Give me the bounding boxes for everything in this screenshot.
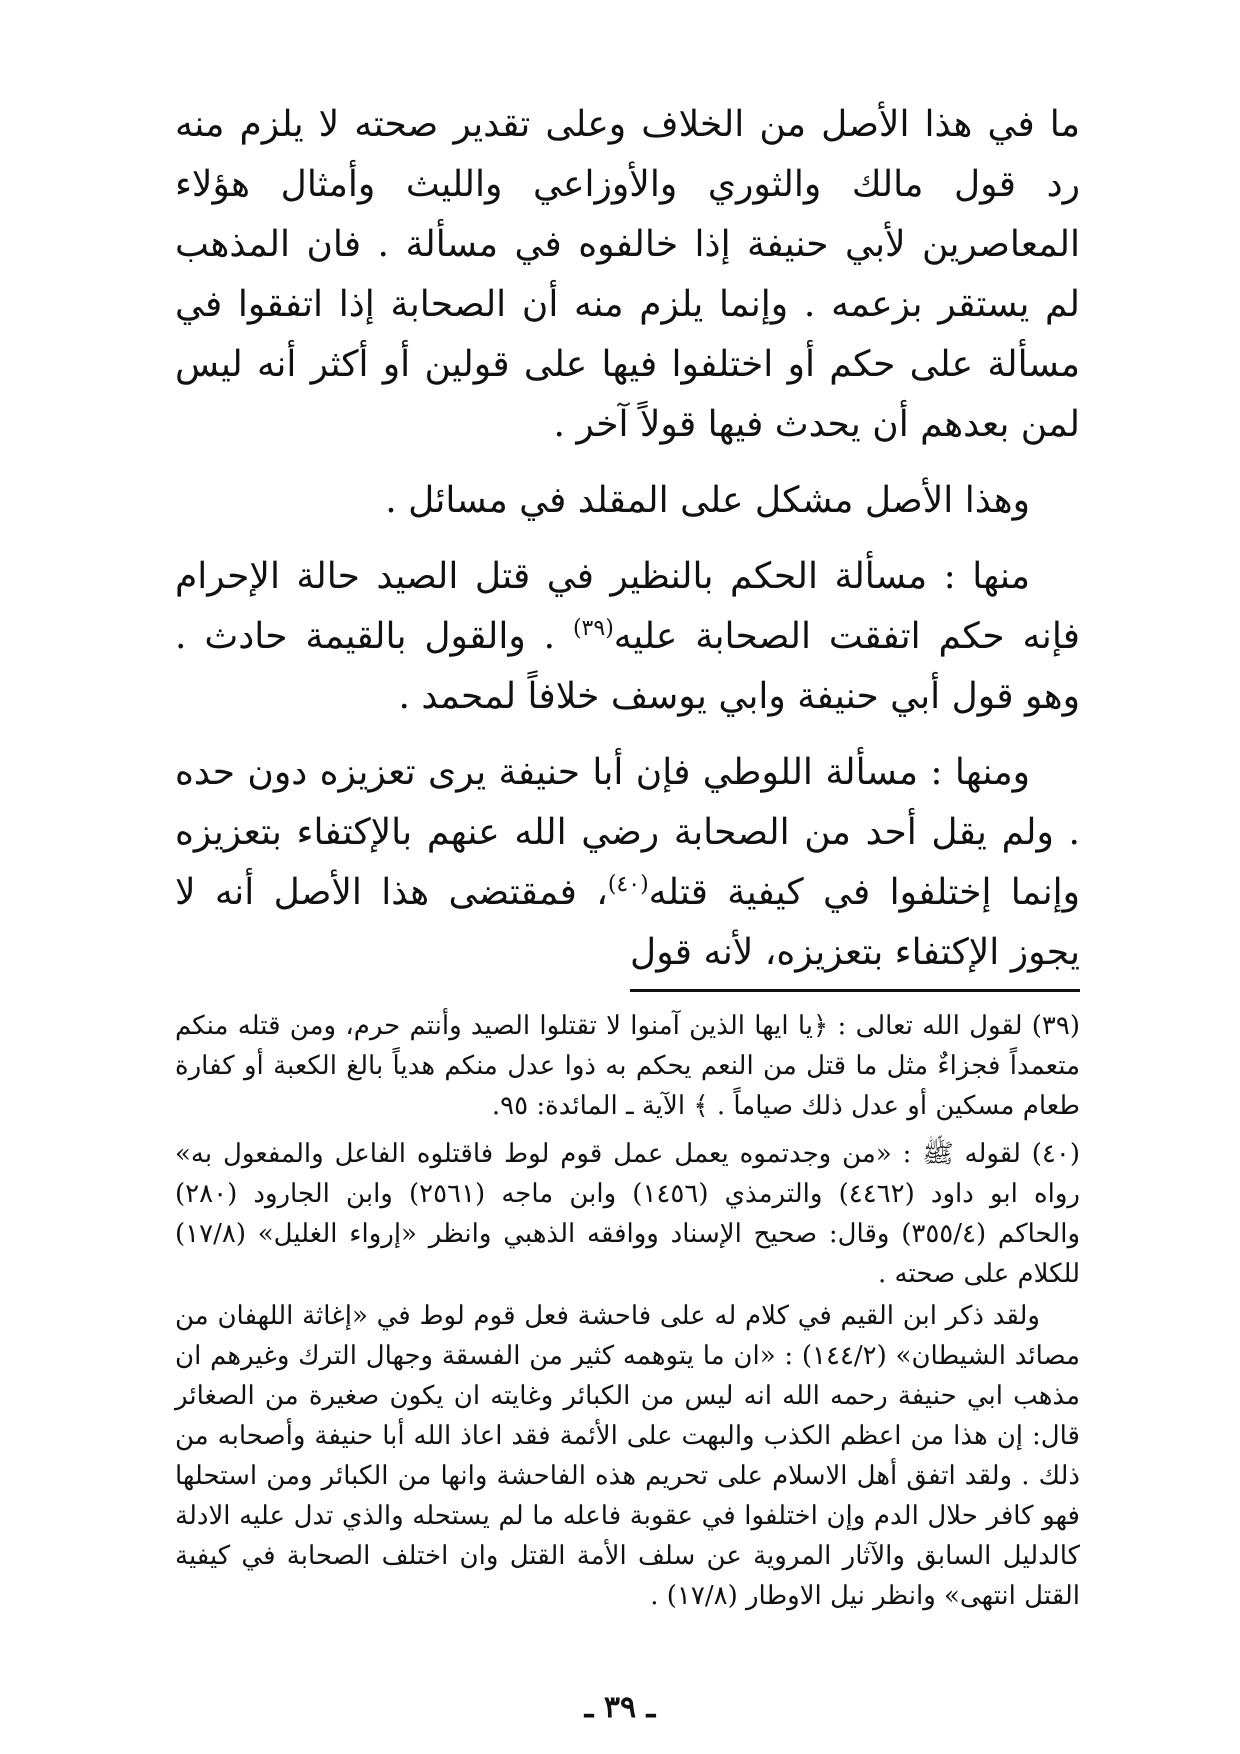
footnote-ref-39[interactable]: (٣٩) bbox=[572, 616, 614, 641]
paragraph-1: ما في هذا الأصل من الخلاف وعلى تقدير صحته لا يلزم منه رد قول مالك والثوري والأوزاعي والليث وأمثال هؤلاء المعاصرين لأبي حنيفة إذا خالفوه في مسألة . فان المذهب لم يستقر بزعمه . وإنما يلزم منه أن الصحابة إذا اتفقوا في مسألة على حكم أو اختلفوا فيها على قولين أو أكثر أنه ليس لمن بعدهم أن يحدث فيها قولاً آخر . bbox=[175, 104, 1080, 445]
footnote-40-continuation: ولقد ذكر ابن القيم في كلام له على فاحشة فعل قوم لوط في «إغاثة اللهفان من مصائد الشيطان» (١٤٤/٢) : «ان ما يتوهمه كثير من الفسقة وجهال الترك وغيرهم ان مذهب ابي حنيفة رحمه الله انه ليس من الكبائر وغايته ان يكون صغيرة من الصغائر قال: إن هذا من اعظم الكذب والبهت على الأئمة فقد اعاذ الله أبا حنيفة وأصحابه من ذلك . ولقد اتفق أهل الاسلام على تحريم هذه الفاحشة وانها من الكبائر ومن استحلها فهو كافر حلال الدم وإن اختلفوا في عقوبة فاعله ما لم يستحله والذي تدل عليه الادلة كالدليل السابق والآثار المروية عن سلف الأمة القتل وان اختلف الصحابة في كيفية القتل انتهى» وانظر نيل الاوطار (١٧/٨) . bbox=[175, 1301, 1081, 1611]
footnote-separator bbox=[630, 989, 1080, 992]
footnote-40: (٤٠) لقوله ﷺ : «من وجدتموه يعمل عمل قوم لوط فاقتلوه الفاعل والمفعول به» رواه ابو داود (٤٤٦٢) والترمذي (١٤٥٦) وابن ماجه (٢٥٦١) وابن الجارود (٢٨٠) والحاكم (٣٥٥/٤) وقال: صحيح الإسناد ووافقه الذهبي وانظر «إرواء الغليل» (١٧/٨) للكلام على صحته . bbox=[175, 1139, 1080, 1289]
paragraph-4-text-end: ، فمقتضى هذا الأصل أنه لا يجوز الإكتفاء بتعزيزه، لأنه قول bbox=[175, 872, 1080, 973]
page-number: ـ ٣٩ ـ bbox=[584, 1690, 656, 1725]
footnote-39: (٣٩) لقول الله تعالى : ﴿يا ايها الذين آمنوا لا تقتلوا الصيد وأنتم حرم، ومن قتله منكم متعمداً فجزاءٌ مثل ما قتل من النعم يحكم به ذوا عدل منكم هدياً بالغ الكعبة أو كفارة طعام مسكين أو عدل ذلك صياماً . ﴾ الآية ـ المائدة: ٩٥. bbox=[175, 1011, 1080, 1121]
paragraph-3-text-start: منها : مسألة الحكم بالنظير في قتل الصيد حالة الإحرام فإنه حكم اتفقت الصحابة عليه bbox=[175, 556, 1081, 657]
paragraph-2: وهذا الأصل مشكل على المقلد في مسائل . bbox=[385, 480, 1030, 521]
paragraph-4 bbox=[175, 743, 1080, 983]
main-text bbox=[175, 95, 1080, 983]
paragraph-4-text-start: ومنها : مسألة اللوطي فإن أبا حنيفة يرى تعزيزه دون حده . ولم يقل أحد من الصحابة رضي الله عنهم بالإكتفاء بتعزيزه وإنما إختلفوا في كيفية قتله bbox=[175, 752, 1080, 913]
paragraph-3 bbox=[175, 547, 1080, 727]
footnote-ref-40[interactable]: (٤٠) bbox=[607, 872, 649, 897]
book-page bbox=[175, 95, 1080, 1616]
paragraph-3-text-end: . والقول بالقيمة حادث . وهو قول أبي حنيفة وابي يوسف خلافاً لمحمد . bbox=[175, 616, 1080, 717]
footnotes bbox=[175, 1006, 1080, 1616]
